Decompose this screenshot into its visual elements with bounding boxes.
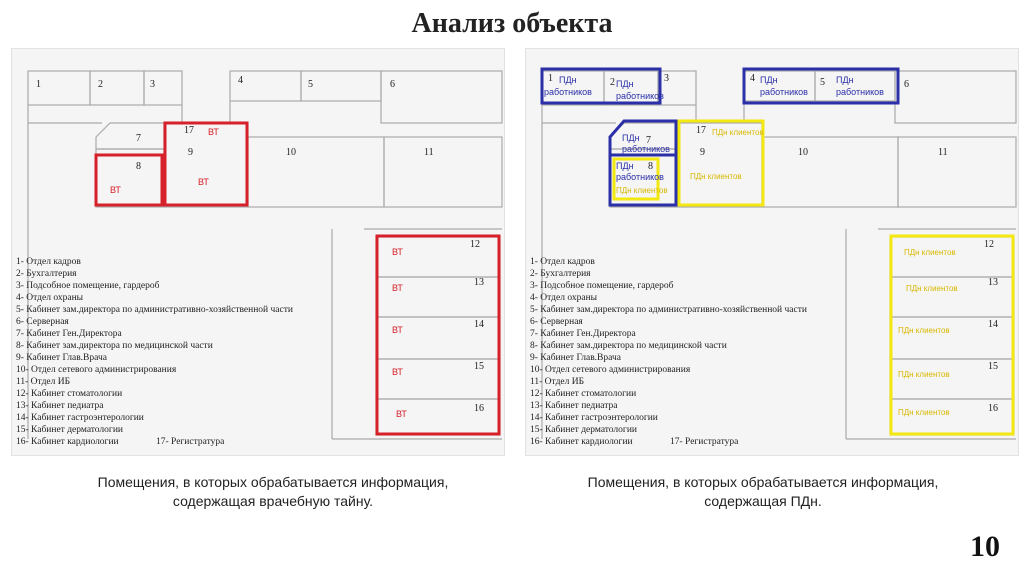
legend-item: 15- Кабинет дерматологии <box>16 425 123 435</box>
room-number: 2 <box>610 77 615 88</box>
legend-item: 10- Отдел сетевого администрирования <box>16 365 177 375</box>
legend-item: 17- Регистратура <box>156 437 225 447</box>
legend-item: 5- Кабинет зам.директора по административно-хозяйственной части <box>16 305 293 315</box>
legend-item: 17- Регистратура <box>670 437 739 447</box>
legend-item: 1- Отдел кадров <box>530 257 595 267</box>
legend-item: 7- Кабинет Ген.Директора <box>16 329 122 339</box>
tag-client-pd: ПДн клиентов <box>898 326 950 335</box>
tag-client-pd: ПДн клиентов <box>690 172 742 181</box>
tag-client-pd: ПДн клиентов <box>906 284 958 293</box>
tag-client-pd: ПДн клиентов <box>904 248 956 257</box>
room-number: 8 <box>136 161 141 172</box>
tag-worker-pd: работников <box>544 87 592 97</box>
room-number: 13 <box>988 277 998 288</box>
legend-item: 14- Кабинет гастроэнтерологии <box>16 413 144 423</box>
room-number: 12 <box>984 239 994 250</box>
tag-worker-pd: ПДн <box>760 75 778 85</box>
legend-item: 3- Подсобное помещение, гардероб <box>16 281 160 291</box>
room-number: 7 <box>646 135 651 146</box>
tag-worker-pd: ПДн <box>616 79 634 89</box>
room-number: 13 <box>474 277 484 288</box>
floor-plan-medical-secret <box>11 48 505 456</box>
legend-item: 13- Кабинет педиатра <box>16 401 104 411</box>
room-number: 1 <box>548 73 553 84</box>
room-number: 5 <box>308 79 313 90</box>
legend <box>16 257 293 447</box>
tag-client-pd: ПДн клиентов <box>616 186 668 195</box>
room-number: 8 <box>648 161 653 172</box>
legend <box>530 257 807 447</box>
tag-medical-secret: ВТ <box>198 177 209 187</box>
tag-worker-pd: ПДн <box>616 161 634 171</box>
room-number: 10 <box>798 147 808 158</box>
legend-item: 2- Бухгалтерия <box>16 269 77 279</box>
tag-client-pd: ПДн клиентов <box>712 128 764 137</box>
caption-line: содержащая врачебную тайну. <box>172 493 374 509</box>
tag-medical-secret: ВТ <box>392 247 403 257</box>
tag-worker-pd: ПДн <box>559 75 577 85</box>
tag-medical-secret: ВТ <box>208 127 219 137</box>
caption-line: содержащая ПДн. <box>704 493 822 509</box>
legend-item: 5- Кабинет зам.директора по административно-хозяйственной части <box>530 305 807 315</box>
legend-item: 4- Отдел охраны <box>16 293 84 303</box>
slide-title: Анализ объекта <box>411 8 613 39</box>
room-number: 4 <box>750 73 755 84</box>
floor-plan-drawing <box>526 49 1018 455</box>
room-number: 10 <box>286 147 296 158</box>
tag-worker-pd: работников <box>622 144 670 154</box>
room-number: 15 <box>988 361 998 372</box>
tag-worker-pd: работников <box>616 172 664 182</box>
room-number: 3 <box>664 73 669 84</box>
tag-medical-secret: ВТ <box>392 367 403 377</box>
room-number: 12 <box>470 239 480 250</box>
tag-worker-pd: ПДн <box>836 75 854 85</box>
legend-item: 14- Кабинет гастроэнтерологии <box>530 413 658 423</box>
legend-item: 1- Отдел кадров <box>16 257 81 267</box>
legend-item: 8- Кабинет зам.директора по медицинской части <box>16 341 213 351</box>
legend-item: 7- Кабинет Ген.Директора <box>530 329 636 339</box>
tag-client-pd: ПДн клиентов <box>898 408 950 417</box>
room-number: 9 <box>188 147 193 158</box>
legend-item: 8- Кабинет зам.директора по медицинской части <box>530 341 727 351</box>
room-number: 14 <box>474 319 484 330</box>
legend-item: 16- Кабинет кардиологии <box>16 437 119 447</box>
legend-item: 6- Серверная <box>16 317 69 327</box>
room-number: 17 <box>184 125 194 136</box>
room-number: 5 <box>820 77 825 88</box>
caption-medical-secret <box>38 473 508 511</box>
tag-worker-pd: работников <box>760 87 808 97</box>
highlight-room-9-17 <box>165 123 247 205</box>
highlight-room-8 <box>96 155 162 205</box>
legend-item: 6- Серверная <box>530 317 583 327</box>
legend-item: 3- Подсобное помещение, гардероб <box>530 281 674 291</box>
caption-line: Помещения, в которых обрабатывается информация, <box>587 474 939 490</box>
room-number: 7 <box>136 133 141 144</box>
room-number: 16 <box>988 403 998 414</box>
tag-medical-secret: ВТ <box>110 185 121 195</box>
tag-medical-secret: ВТ <box>392 325 403 335</box>
room-number: 6 <box>904 79 909 90</box>
legend-item: 13- Кабинет педиатра <box>530 401 618 411</box>
tag-medical-secret: ВТ <box>396 409 407 419</box>
legend-item: 9- Кабинет Глав.Врача <box>530 353 621 363</box>
room-number: 1 <box>36 79 41 90</box>
room-number: 9 <box>700 147 705 158</box>
room-number: 4 <box>238 75 243 86</box>
floor-plan-personal-data <box>525 48 1019 456</box>
legend-item: 9- Кабинет Глав.Врача <box>16 353 107 363</box>
caption-personal-data <box>528 473 998 511</box>
legend-item: 16- Кабинет кардиологии <box>530 437 633 447</box>
tag-medical-secret: ВТ <box>392 283 403 293</box>
legend-item: 11- Отдел ИБ <box>530 377 585 387</box>
room-number: 3 <box>150 79 155 90</box>
tag-worker-pd: работников <box>836 87 884 97</box>
legend-item: 2- Бухгалтерия <box>530 269 591 279</box>
tag-client-pd: ПДн клиентов <box>898 370 950 379</box>
page-number: 10 <box>970 530 1000 563</box>
room-number: 15 <box>474 361 484 372</box>
legend-item: 11- Отдел ИБ <box>16 377 71 387</box>
legend-item: 12- Кабинет стоматологии <box>16 389 123 399</box>
floor-plan-drawing <box>12 49 504 455</box>
room-number: 6 <box>390 79 395 90</box>
tag-worker-pd: ПДн <box>622 133 640 143</box>
tag-worker-pd: работников <box>616 91 664 101</box>
caption-line: Помещения, в которых обрабатывается информация, <box>97 474 449 490</box>
legend-item: 12- Кабинет стоматологии <box>530 389 637 399</box>
legend-item: 10- Отдел сетевого администрирования <box>530 365 691 375</box>
room-number: 11 <box>424 147 434 158</box>
room-number: 14 <box>988 319 998 330</box>
room-number: 16 <box>474 403 484 414</box>
legend-item: 4- Отдел охраны <box>530 293 598 303</box>
legend-item: 15- Кабинет дерматологии <box>530 425 637 435</box>
room-number: 17 <box>696 125 706 136</box>
room-number: 11 <box>938 147 948 158</box>
room-number: 2 <box>98 79 103 90</box>
